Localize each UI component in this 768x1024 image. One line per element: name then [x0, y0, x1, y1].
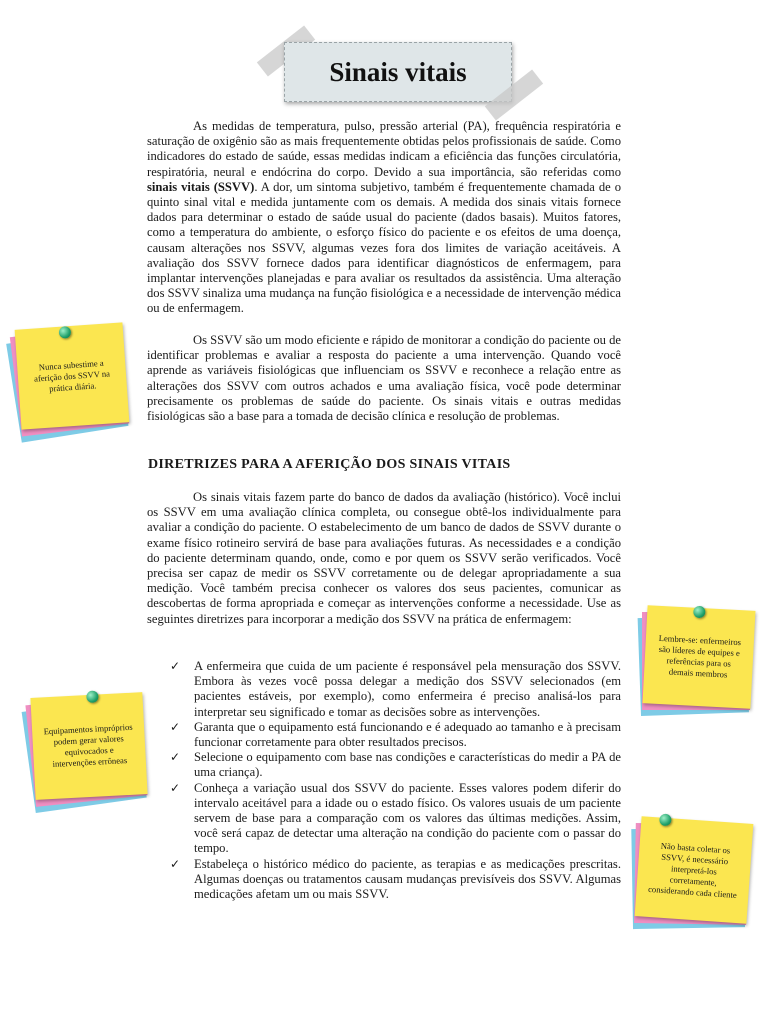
checkmark-icon: ✓	[170, 780, 181, 795]
sticky-note-4	[635, 816, 754, 924]
list-item: ✓ Garanta que o equipamento está funcionando e é adequado ao tamanho e à precisam funcionar corretamente para obter resultados precisos.	[170, 719, 621, 750]
list-item: ✓ Selecione o equipamento com base nas condições e características do medir a PA de uma criança).	[170, 750, 621, 780]
intro-paragraph-2	[147, 333, 621, 424]
list-item: ✓ Conheça a variação usual dos SSVV do paciente. Esses valores podem diferir do intervalo aceitável para a idade ou o estado físico. Os valores usuais de um paciente servem de base para a comparação com os valores das últimas medições. Assim, você será capaz de detectar uma alteração na condição do paciente com o passar do tempo.	[170, 780, 621, 856]
intro-text-a: As medidas de temperatura, pulso, pressão arterial (PA), frequência respiratória e saturação de oxigênio são as mais frequentemente obtidas pelos profissionais de saúde. Como indicadores do estado de saúde, essas medidas indicam a eficiência das funções circulatória, respiratória, neural e endócrina do corpo. Devido a sua importância, são referidas como	[147, 119, 621, 179]
page-title: Sinais vitais	[329, 56, 467, 87]
note-layer-yellow	[643, 605, 756, 709]
checkmark-icon: ✓	[170, 856, 181, 871]
note-layer-yellow	[30, 692, 147, 800]
checkmark-icon: ✓	[170, 719, 181, 734]
sticky-note-2	[643, 605, 756, 709]
checkmark-icon: ✓	[170, 659, 181, 673]
section-p3-text: Os sinais vitais fazem parte do banco de dados da avaliação (histórico). Você inclui os SSVV em uma avaliação clínica completa, ou consegue obtê-los individualmente para avaliar a condição do paciente. O estabelecimento de um banco de dados de SSVV durante o exame físico rotineiro servirá de base para avaliações futuras. As necessidades e a condição do paciente determinam quando, onde, como e por quem os SSVV serão verificados. Você precisa ser capaz de medir os SSVV corretamente ou de delegar apropriadamente a sua medição. Você também precisa conhecer os valores dos seus pacientes, comunicar as descobertas de forma apropriada e começar as intervenções conforme a necessidade. Use as seguintes diretrizes para incorporar a medição dos SSVV na prática de enfermagem:	[147, 490, 621, 626]
note-1-text: Nunca subestime a aferição dos SSVV na prática diária.	[33, 357, 111, 394]
note-layer-yellow	[635, 816, 754, 924]
sticky-note-1	[15, 322, 130, 429]
intro-p2-text: Os SSVV são um modo eficiente e rápido de monitorar a condição do paciente ou de identificar problemas e avaliar a resposta do paciente a uma intervenção. Quando você aprende as variáveis fisiológicas que influenciam os SSVV e reconhece a relação entre as alterações dos SSVV com outros achados e uma avaliação física, você pode determinar precisamente os problemas de saúde do paciente. Os sinais vitais e outras medidas fisiológicas são a base para a tomada de decisão clínica e resolução de problemas.	[147, 333, 621, 424]
intro-text-b: . A dor, um sintoma subjetivo, também é frequentemente chamada de o quinto sinal vital e medida juntamente com os demais. A medida dos sinais vitais fornece dados para determinar o estado de saúde usual do paciente (dados basais). Muitos fatores, como a temperatura do ambiente, o esforço físico do paciente e os efeitos de uma doença, causam alterações nos SSVV, algumas vezes fora dos limites de variação aceitáveis. A avaliação dos SSVV fornece dados para identificar diagnósticos de enfermagem, para implantar intervenções planejadas e para avaliar os resultados da assistência. Uma alteração dos SSVV sinaliza uma mudança na função fisiológica e a necessidade de intervenção médica ou de enfermagem.	[147, 179, 622, 316]
list-item: ✓ A enfermeira que cuida de um paciente é responsável pela mensuração dos SSVV. Embora às vezes você possa delegar a medição dos SSVV selecionados (em pacientes estáveis, por exemplo), como enfermeira é preciso analisá-los para interpretar seu significado e tomar as decisões sobre as intervenções.	[170, 659, 621, 719]
section-paragraph	[147, 490, 621, 627]
intro-bold-term: sinais vitais (SSVV)	[147, 179, 255, 194]
list-item: ✓ Estabeleça o histórico médico do paciente, as terapias e as medicações prescritas. Algumas doenças ou tratamentos causam mudanças previsíveis dos SSVV. Algumas medicações afetam um ou mais SSVV.	[170, 856, 621, 902]
note-2-text: Lembre-se: enfermeiros são líderes de equipes e referências para os demais membros	[658, 632, 742, 680]
checkmark-icon: ✓	[170, 750, 181, 765]
title-box	[284, 42, 512, 102]
note-3-text: Equipamentos impróprios podem gerar valores equivocados e intervenções errôneas	[43, 721, 133, 769]
title-banner	[270, 38, 528, 110]
section-heading: DIRETRIZES PARA A AFERIÇÃO DOS SINAIS VITAIS	[148, 457, 511, 472]
note-4-text: Não basta coletar os SSVV, é necessário interpretá-los corretamente, considerando cada cliente	[647, 840, 738, 900]
guidelines-list	[170, 659, 621, 902]
note-layer-yellow	[15, 322, 130, 429]
sticky-note-3	[30, 692, 147, 800]
intro-paragraph-1	[147, 119, 621, 317]
